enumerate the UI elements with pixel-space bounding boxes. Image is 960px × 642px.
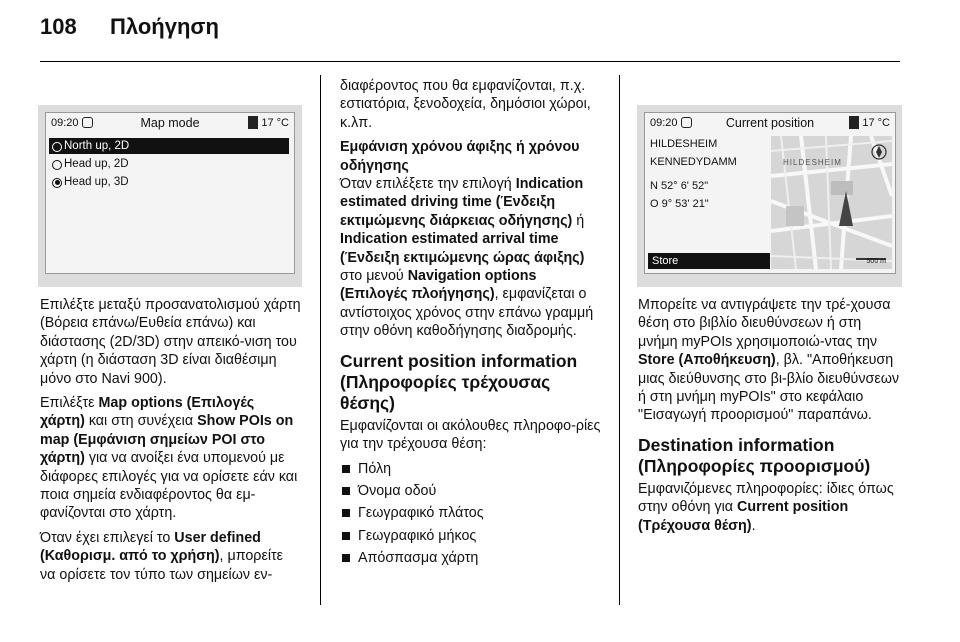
paragraph-arrival-time: Όταν επιλέξετε την επιλογή Indication estimated driving time (Ένδειξη εκτιμώμενης διάρκειας οδήγησης) ή Indication estimated arrival time (Ένδειξη εκτιμώμενης ώρας άφιξης) στο μενού Navigation options (Επιλογές πλοήγησης), εμφανίζεται ο αντίστοιχος χρόνος στην επάνω γραμμή στην οθόνη καθοδήγησης διαδρομής. <box>340 176 594 340</box>
page-number: 108 <box>40 14 77 39</box>
header-rule <box>40 61 900 62</box>
heading-destination-info: Destination information (Πληροφορίες προορισμού) <box>638 434 871 476</box>
temperature: 17 °C <box>862 117 890 129</box>
screen-title: Current position <box>725 116 815 130</box>
clock-time: 09:20 <box>51 117 79 129</box>
store-button[interactable]: Store <box>648 253 770 269</box>
chapter-title: Πλοήγηση <box>110 14 219 39</box>
list-item: Απόσπασμα χάρτη <box>340 549 605 567</box>
thermometer-icon <box>849 116 859 129</box>
paragraph-destination-info: Εμφανιζόμενες πληροφορίες: ίδιες όπως στην οθόνη για Current position (Τρέχουσα θέση). <box>638 480 894 534</box>
thermometer-icon <box>248 116 258 129</box>
page-header <box>40 0 900 60</box>
position-info <box>648 136 768 269</box>
city: HILDESHEIM <box>650 138 718 150</box>
map-graphic <box>771 136 892 269</box>
column-1 <box>40 296 302 590</box>
option-north-up-2d[interactable]: North up, 2D <box>49 138 289 154</box>
paragraph-map-options: Επιλέξτε Map options (Επιλογές χάρτη) και στη συνέχεια Show POIs on map (Εμφάνιση σημείων POI στο χάρτη) για να ανοίξει ένα υπομενού με διάφορες επιλογές για να ορίσετε εάν και ποια σημεία ενδιαφέροντος θα εμ-φανίζονται στο χάρτη. <box>40 395 298 522</box>
list-item: Γεωγραφικό πλάτος <box>340 504 605 522</box>
screen-title: Map mode <box>140 116 200 130</box>
paragraph-current-position: Εμφανίζονται οι ακόλουθες πληροφο-ρίες για την τρέχουσα θέση: <box>340 417 601 453</box>
latitude: N 52° 6' 52" <box>650 180 709 192</box>
street: KENNEDYDAMM <box>650 156 737 168</box>
temperature: 17 °C <box>261 117 289 129</box>
paragraph-orientation: Επιλέξτε μεταξύ προσανατολισμού χάρτη (Βόρεια επάνω/Ευθεία επάνω) και διάστασης (2D/3D) στην απεικό-νιση του χάρτη (η διάσταση 3D είναι διαθέσιμη μόνο στο Navi 900). <box>40 297 301 387</box>
list-item: Πόλη <box>340 460 605 478</box>
map-excerpt <box>771 136 892 269</box>
list-item: Γεωγραφικό μήκος <box>340 527 605 545</box>
map-city-label: HILDESHEIM <box>783 158 842 167</box>
subheading-arrival-time: Εμφάνιση χρόνου άφιξης ή χρόνου οδήγησης <box>340 139 580 174</box>
current-position-screenshot <box>637 105 902 287</box>
current-position-screen <box>644 112 896 274</box>
longitude: O 9° 53' 21" <box>650 198 709 210</box>
paragraph-user-defined: Όταν έχει επιλεγεί το User defined (Καθορισμ. από το χρήση), μπορείτε να ορίσετε τον τύπο των σημείων εν- <box>40 529 284 583</box>
paragraph-store: Μπορείτε να αντιγράψετε την τρέ-χουσα θέση στο βιβλίο διευθύνσεων ή στη μνήμη myPOIs χρησιμοποιώ-ντας την Store (Αποθήκευση), βλ. "Αποθήκευση μιας διεύθυνσης στο βι-βλίο διευθύνσεων ή στη μνήμη myPOIs" στο κεφάλαιο "Εισαγωγή προορισμού" παραπάνω. <box>638 297 900 424</box>
option-head-up-3d[interactable]: Head up, 3D <box>49 174 289 190</box>
column-3 <box>638 296 902 541</box>
column-divider-1 <box>320 75 321 605</box>
map-scale: 500 m <box>866 258 886 265</box>
list-item: Όνομα οδού <box>340 482 605 500</box>
map-mode-screen <box>45 112 295 274</box>
bullet-list <box>340 460 605 568</box>
option-head-up-2d[interactable]: Head up, 2D <box>49 156 289 172</box>
heading-current-position: Current position information (Πληροφορίες τρέχουσας θέσης) <box>340 350 578 413</box>
column-divider-2 <box>619 75 620 605</box>
column-2 <box>340 77 605 572</box>
clock-time: 09:20 <box>650 117 678 129</box>
map-mode-screenshot <box>38 105 302 287</box>
status-bar <box>46 113 294 133</box>
status-bar <box>645 113 895 133</box>
paragraph-poi-continued: διαφέροντος που θα εμφανίζονται, π.χ. εστιατόρια, ξενοδοχεία, δημόσιοι χώροι, κ.λπ. <box>340 78 591 131</box>
